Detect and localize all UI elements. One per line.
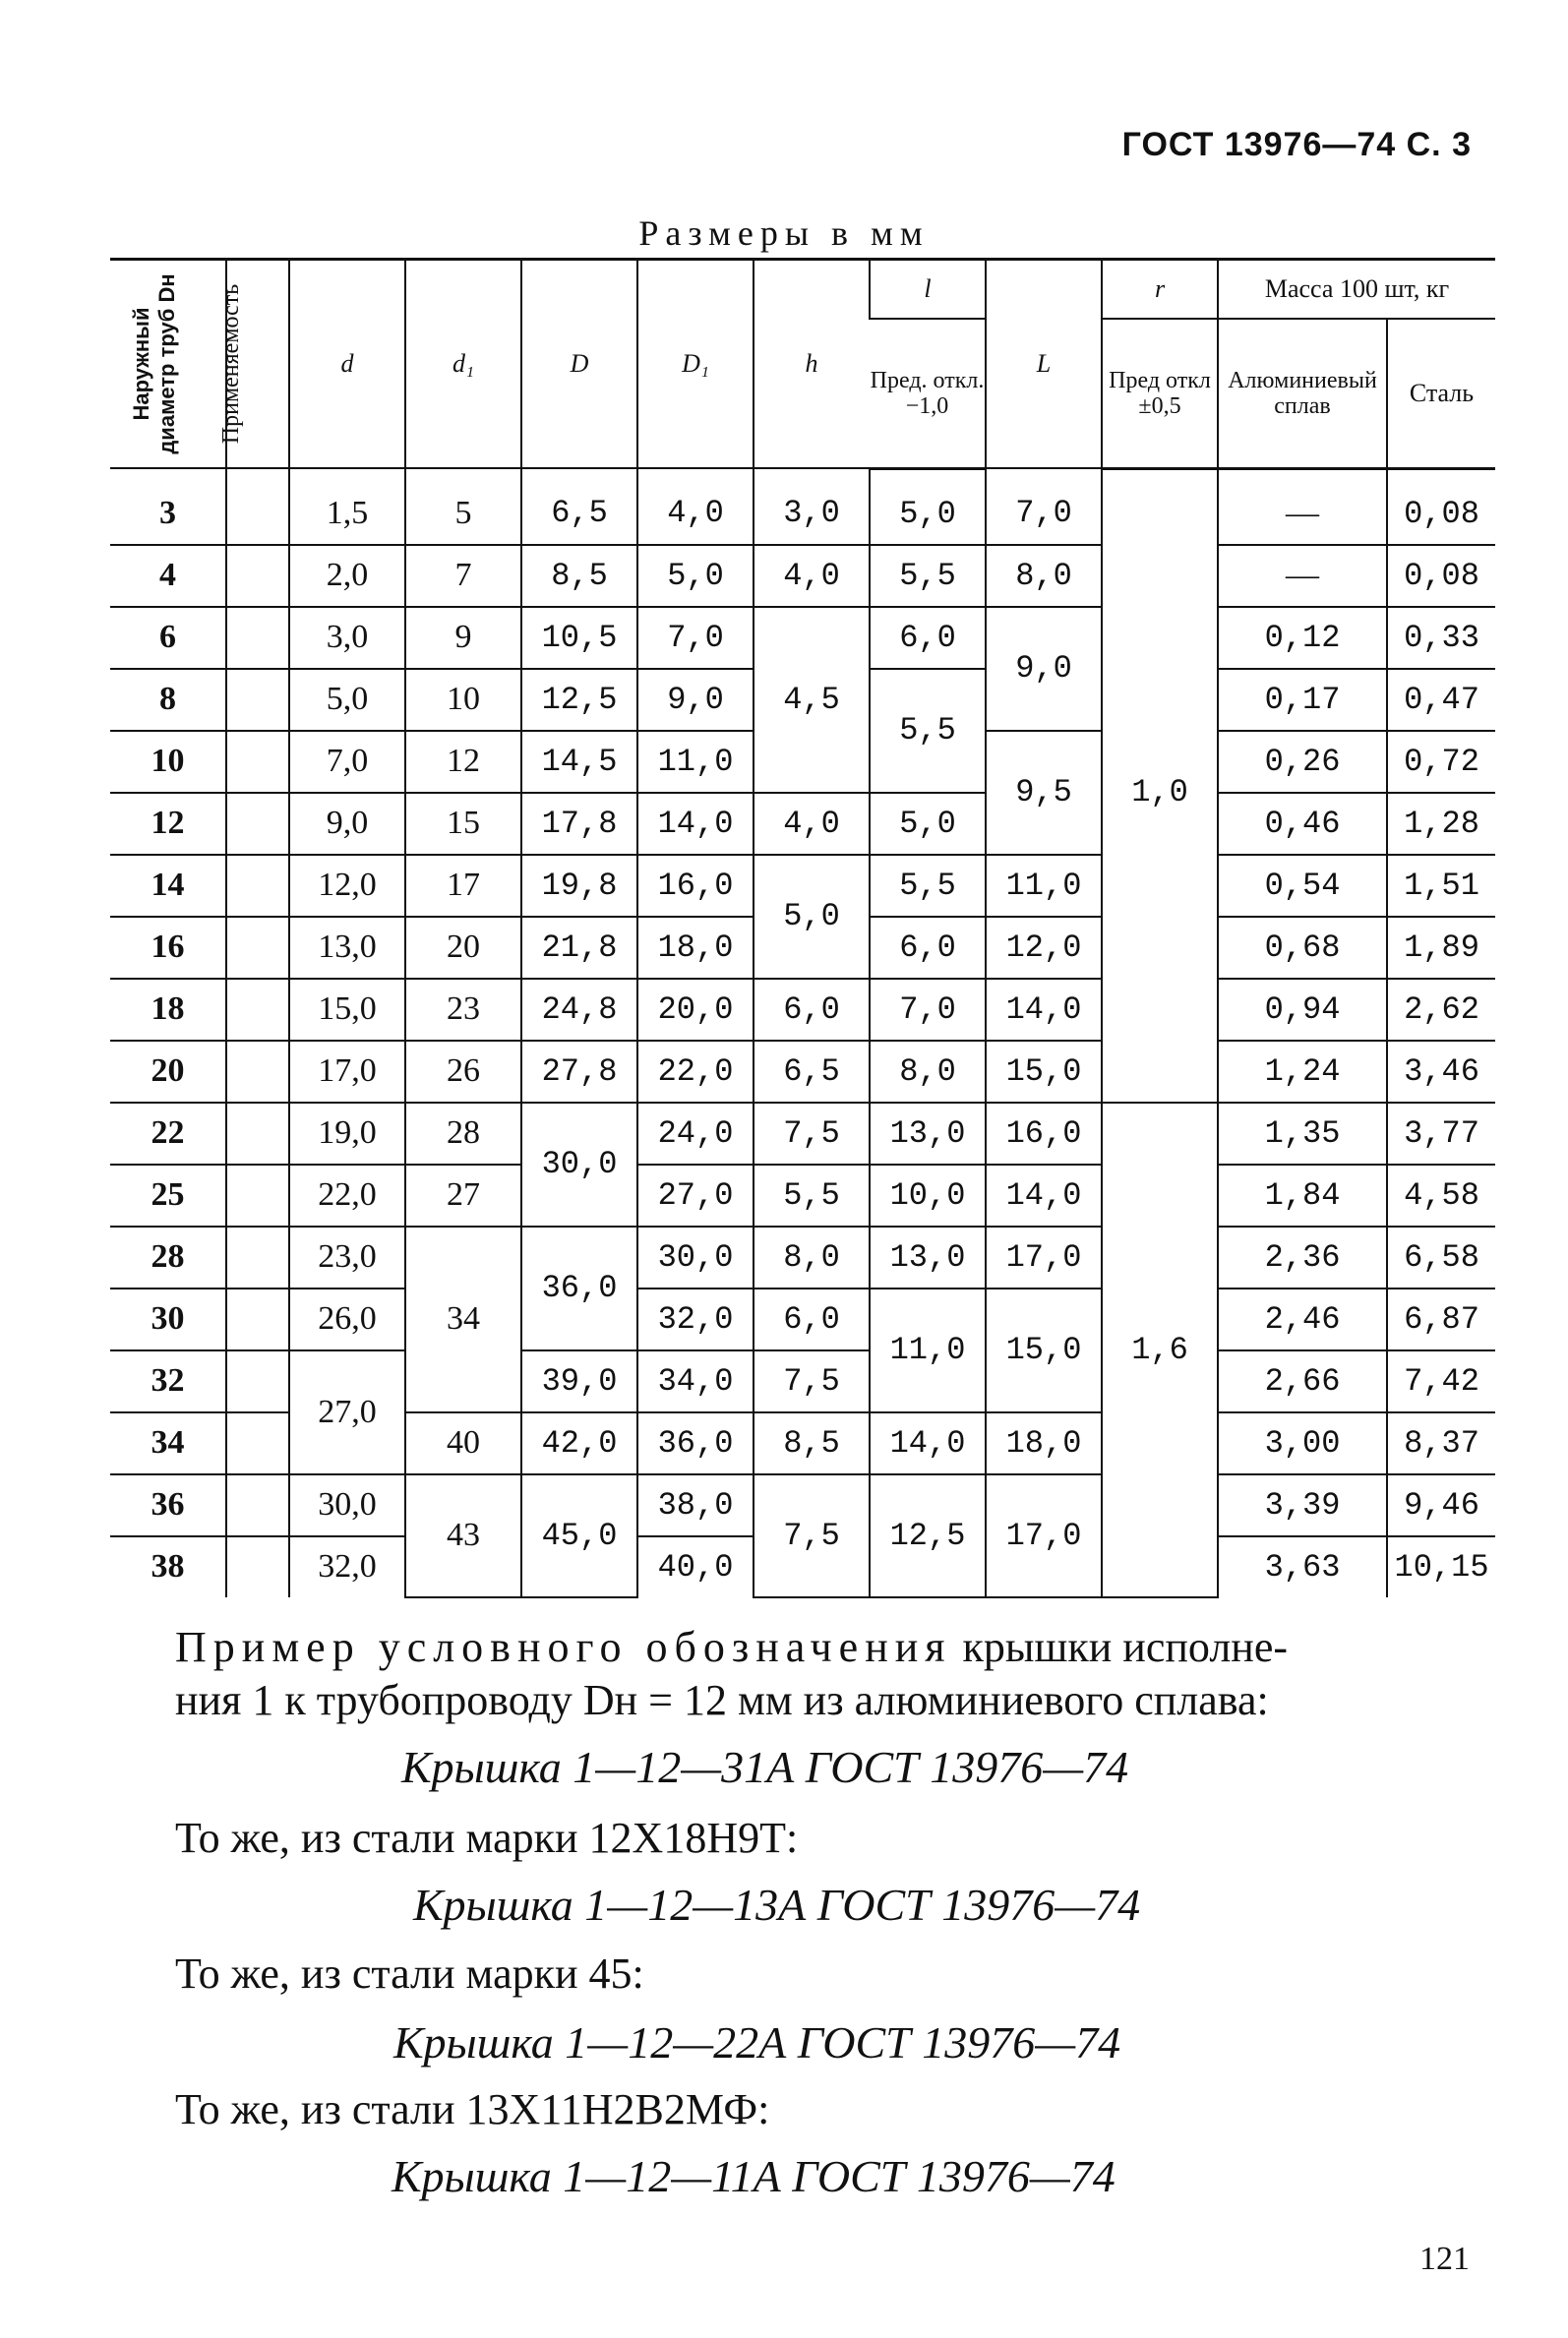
designation-1: Крышка 1—12—31А ГОСТ 13976—74 [401, 1742, 1129, 1792]
table-row: 22 19,0 28 30,0 24,0 7,5 13,0 16,0 1,6 1,35 3,77 [110, 1103, 1495, 1165]
header-applicability: Применяемость [226, 260, 289, 469]
table-row: 16 13,0 20 21,8 18,0 6,0 12,0 0,68 1,89 [110, 917, 1495, 979]
table-row: 14 12,0 17 19,8 16,0 5,0 5,5 11,0 0,54 1,51 [110, 855, 1495, 917]
header-D1: D₁ [637, 260, 754, 469]
header-d1: d₁ [405, 260, 521, 469]
example-lead-word: Пример условного обозначения [175, 1623, 952, 1671]
r-value-2: 1,6 [1102, 1103, 1218, 1597]
designation-2: Крышка 1—12—13А ГОСТ 13976—74 [413, 1880, 1141, 1930]
table-row: 8 5,0 10 12,5 9,0 5,5 0,17 0,47 [110, 669, 1495, 731]
header-dn: Наружный диаметр труб Dн [110, 260, 226, 469]
same-line-2: То же, из стали марки 45: [175, 1949, 644, 1998]
document-header: ГОСТ 13976—74 С. 3 [1121, 126, 1472, 163]
table-row: 32 27,0 39,0 34,0 7,5 2,66 7,42 [110, 1350, 1495, 1412]
header-aluminium: Алюминиевый сплав [1218, 319, 1387, 468]
header-d: d [289, 260, 405, 469]
table-row: 10 7,0 12 14,5 11,0 9,5 0,26 0,72 [110, 731, 1495, 793]
table-caption: Размеры в мм [638, 213, 930, 253]
header-r-tolerance: Пред откл ±0,5 [1102, 319, 1218, 468]
table-row: 4 2,0 7 8,5 5,0 4,0 5,5 8,0 — 0,08 [110, 545, 1495, 607]
table-row: 3 1,5 5 6,5 4,0 3,0 5,0 7,0 1,0 — 0,08 [110, 468, 1495, 545]
header-l-tolerance: Пред. откл. −1,0 [870, 319, 986, 468]
table-row: 6 3,0 9 10,5 7,0 4,5 6,0 9,0 0,12 0,33 [110, 607, 1495, 669]
header-D: D [521, 260, 637, 469]
same-line-1: То же, из стали марки 12Х18Н9Т: [175, 1814, 799, 1862]
example-paragraph: Пример условного обозначения крышки исполне- ния 1 к трубопроводу Dн = 12 мм из алюминиевого сплава: [175, 1623, 1289, 1724]
page-number: 121 [1419, 2241, 1470, 2277]
header-L: L [986, 260, 1102, 469]
designation-4: Крышка 1—12—11А ГОСТ 13976—74 [392, 2151, 1116, 2201]
table-row: 30 26,0 32,0 6,0 11,0 15,0 2,46 6,87 [110, 1289, 1495, 1350]
table-row: 25 22,0 27 27,0 5,5 10,0 14,0 1,84 4,58 [110, 1165, 1495, 1227]
header-h: h [754, 260, 870, 469]
table-row: 34 40 42,0 36,0 8,5 14,0 18,0 3,00 8,37 [110, 1412, 1495, 1474]
table-row: 38 32,0 40,0 3,63 10,15 [110, 1536, 1495, 1597]
table-row: 28 23,0 34 36,0 30,0 8,0 13,0 17,0 2,36 6,58 [110, 1227, 1495, 1289]
table-row: 18 15,0 23 24,8 20,0 6,0 7,0 14,0 0,94 2,62 [110, 979, 1495, 1041]
header-r: r [1102, 260, 1218, 320]
designation-3: Крышка 1—12—22А ГОСТ 13976—74 [393, 2017, 1121, 2068]
table-row: 36 30,0 43 45,0 38,0 7,5 12,5 17,0 3,39 9,46 [110, 1474, 1495, 1536]
r-value-1: 1,0 [1102, 468, 1218, 1103]
header-mass: Масса 100 шт, кг [1218, 260, 1495, 320]
table-row: 20 17,0 26 27,8 22,0 6,5 8,0 15,0 1,24 3,46 [110, 1041, 1495, 1103]
example-line-2: ния 1 к трубопроводу Dн = 12 мм из алюминиевого сплава: [175, 1676, 1269, 1724]
header-l: l [870, 260, 986, 320]
same-line-3: То же, из стали 13Х11Н2В2МФ: [175, 2085, 770, 2133]
header-steel: Сталь [1387, 319, 1495, 468]
table-row: 12 9,0 15 17,8 14,0 4,0 5,0 0,46 1,28 [110, 793, 1495, 855]
dimensions-table [110, 258, 1495, 1598]
